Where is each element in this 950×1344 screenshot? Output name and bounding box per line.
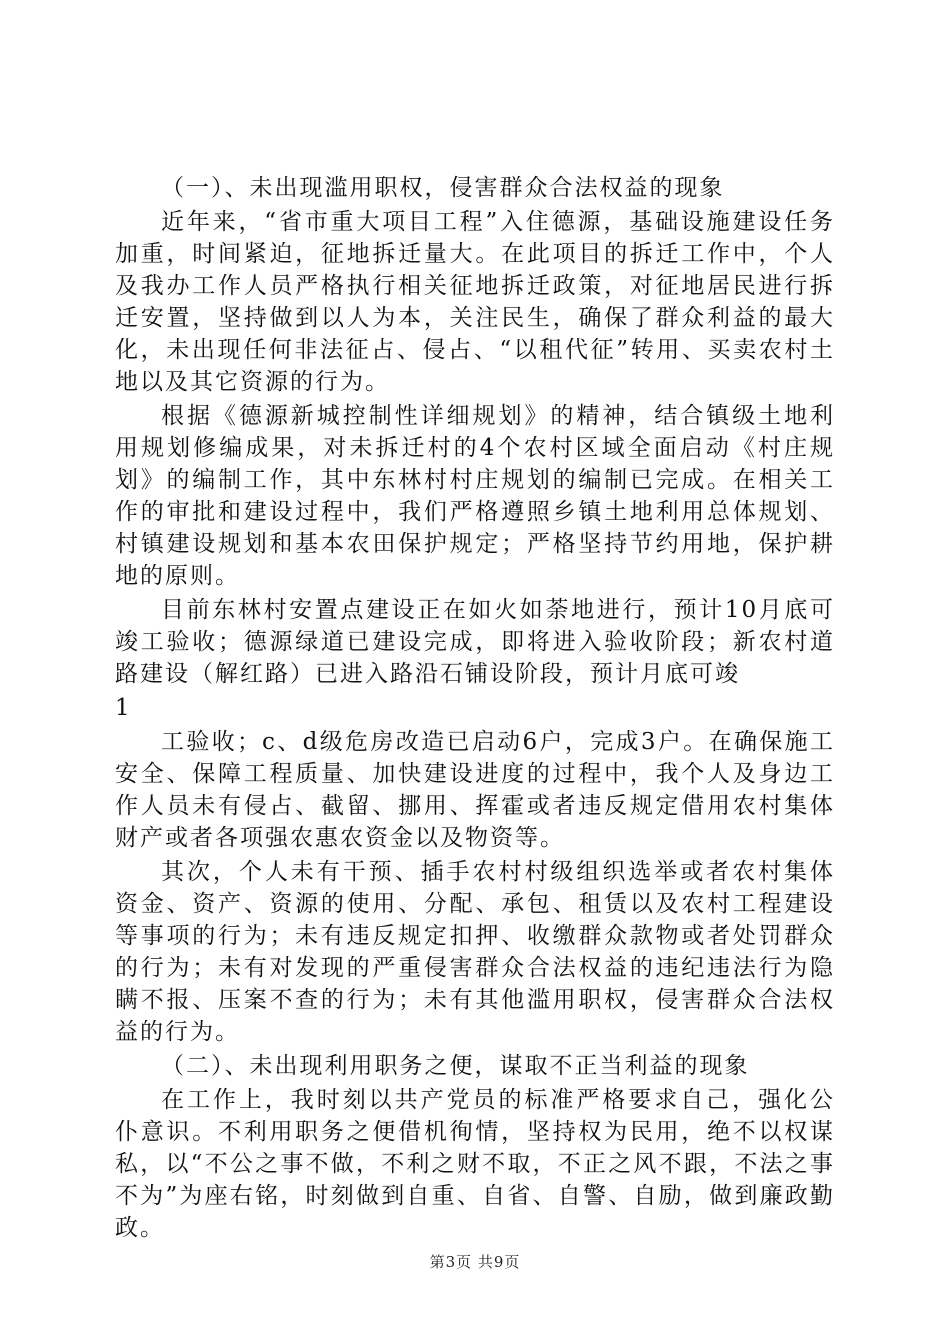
document-body — [115, 172, 835, 1246]
page-footer: 第3页 共9页 — [429, 1253, 521, 1271]
paragraph: 其次，个人未有干预、插手农村村级组织选举或者农村集体资金、资产、资源的使用、分配、承包、租赁以及农村工程建设等事项的行为；未有违反规定扣押、收缴群众款物或者处罚群众的行为；未有对发现的严重侵害群众合法权益的违纪违法行为隐瞒不报、压案不查的行为；未有其他滥用职权，侵害群众合法权益的行为。 — [115, 859, 835, 1045]
paragraph: 近年来，“省市重大项目工程”入住德源，基础设施建设任务加重，时间紧迫，征地拆迁量大。在此项目的拆迁工作中，个人及我办工作人员严格执行相关征地拆迁政策，对征地居民进行拆迁安置，坚持做到以人为本，关注民生，确保了群众利益的最大化，未出现任何非法征占、侵占、“以租代征”转用、买卖农村土地以及其它资源的行为。 — [115, 209, 835, 395]
paragraph: 工验收；c、d级危房改造已启动6户，完成3户。在确保施工安全、保障工程质量、加快建设进度的过程中，我个人及身边工作人员未有侵占、截留、挪用、挥霍或者违反规定借用农村集体财产或者各项强农惠农资金以及物资等。 — [115, 729, 835, 851]
inline-page-number: 1 — [115, 695, 132, 721]
paragraph: 根据《德源新城控制性详细规划》的精神，结合镇级土地利用规划修编成果，对未拆迁村的4个农村区域全面启动《村庄规划》的编制工作，其中东林村村庄规划的编制已完成。在相关工作的审批和建设过程中，我们严格遵照乡镇土地利用总体规划、村镇建设规划和基本农田保护规定；严格坚持节约用地，保护耕地的原则。 — [115, 403, 835, 589]
paragraph: 目前东林村安置点建设正在如火如荼地进行，预计10月底可竣工验收；德源绿道已建设完成，即将进入验收阶段；新农村道路建设（解红路）已进入路沿石铺设阶段，预计月底可竣 — [115, 597, 835, 687]
section-heading-1: （一）、未出现滥用职权，侵害群众合法权益的现象 — [161, 175, 725, 201]
paragraph: 在工作上，我时刻以共产党员的标准严格要求自己，强化公仆意识。不利用职务之便借机徇情，坚持权为民用，绝不以权谋私，以“不公之事不做，不利之财不取，不正之风不跟，不法之事不为”为座右铭，时刻做到自重、自省、自警、自励，做到廉政勤政。 — [115, 1087, 835, 1241]
section-heading-2: （二）、未出现利用职务之便，谋取不正当利益的现象 — [161, 1053, 750, 1079]
